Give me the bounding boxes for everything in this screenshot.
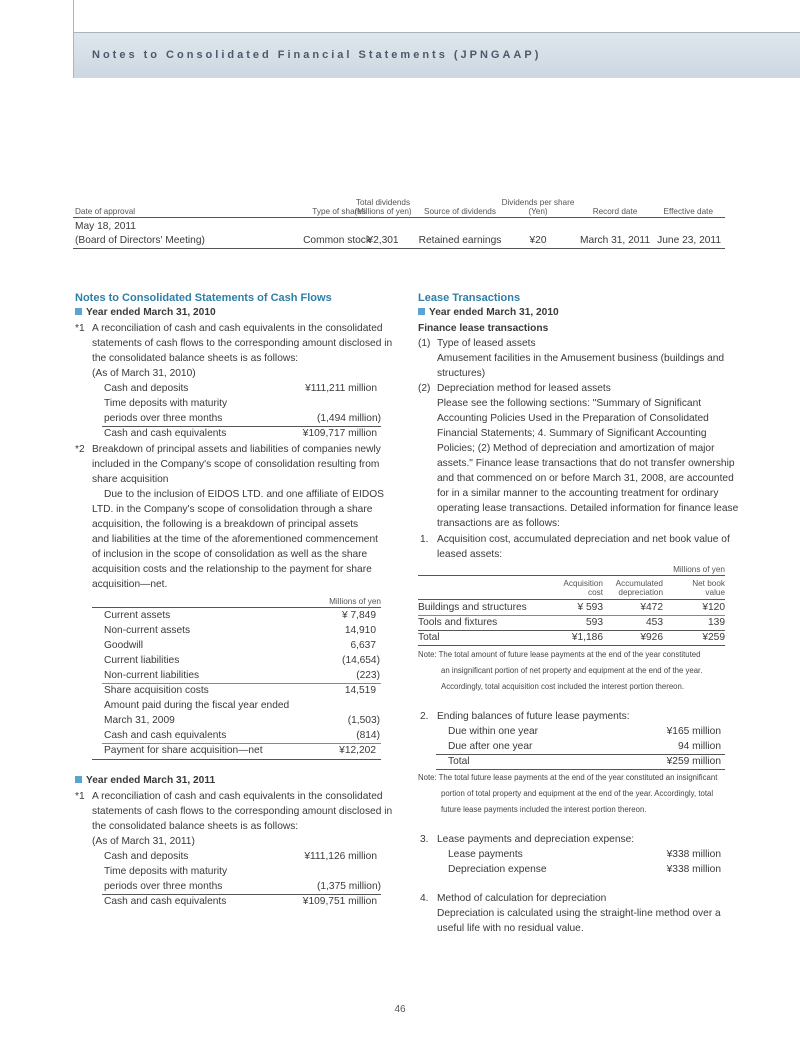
page-number: 46 bbox=[394, 1004, 406, 1015]
table-value: ¥165 million bbox=[666, 726, 721, 737]
text-line: operating lease transactions. Detailed information for finance lease bbox=[437, 503, 739, 514]
square-bullet-icon bbox=[75, 776, 82, 783]
text-line: Due to the inclusion of EIDOS LTD. and one affiliate of EIDOS bbox=[104, 489, 384, 500]
table-value: 6,637 bbox=[350, 640, 376, 651]
table-value: ¥259 million bbox=[666, 756, 721, 767]
text-line: Depreciation method for leased assets bbox=[437, 383, 611, 394]
list-marker: (1) bbox=[418, 338, 431, 349]
page-header bbox=[0, 0, 800, 78]
table-label: Cash and cash equivalents bbox=[104, 730, 227, 741]
list-marker: 2. bbox=[420, 711, 429, 722]
subheading: Year ended March 31, 2011 bbox=[75, 775, 215, 786]
square-bullet-icon bbox=[75, 308, 82, 315]
table-value: ¥ 593 bbox=[577, 602, 603, 613]
divider bbox=[418, 630, 725, 631]
text-line: statements of cash flows to the corresponding amount disclosed in bbox=[92, 338, 393, 349]
table-label: Time deposits with maturity bbox=[104, 398, 228, 409]
divider bbox=[436, 769, 725, 770]
table-label: Cash and deposits bbox=[104, 851, 189, 862]
col-header: depreciation bbox=[618, 588, 663, 597]
subheading: Year ended March 31, 2010 bbox=[418, 307, 559, 318]
text-line: acquisition, the following is a breakdown of principal assets bbox=[92, 519, 359, 530]
table-label: Due within one year bbox=[448, 726, 539, 737]
divider bbox=[418, 645, 725, 646]
table-label: Cash and deposits bbox=[104, 383, 189, 394]
table-value: 14,519 bbox=[344, 685, 376, 696]
divider bbox=[102, 683, 381, 684]
note-line: portion of total property and equipment at the end of the year. Accordingly, total bbox=[441, 789, 714, 798]
table-cell: May 18, 2011 bbox=[75, 221, 136, 232]
table-value: 94 million bbox=[677, 741, 721, 752]
table-cell: Common stock bbox=[303, 235, 371, 246]
table-label: Current assets bbox=[104, 610, 171, 621]
list-marker: 3. bbox=[420, 834, 429, 845]
square-bullet-icon bbox=[418, 308, 425, 315]
table-label: Cash and cash equivalents bbox=[104, 428, 227, 439]
col-header: (Millions of yen) bbox=[354, 207, 412, 216]
list-marker: (2) bbox=[418, 383, 431, 394]
col-header: Effective date bbox=[663, 207, 713, 216]
note-line: an insignificant portion of net property and equipment at the end of the year. bbox=[441, 666, 703, 675]
table-value: ¥926 bbox=[640, 632, 663, 643]
divider bbox=[102, 426, 381, 427]
table-label: Non-current assets bbox=[104, 625, 191, 636]
table-value: ¥109,751 million bbox=[302, 896, 377, 907]
page-title: Notes to Consolidated Financial Statements (JPNGAAP) bbox=[92, 49, 542, 61]
table-cell: ¥2,301 bbox=[367, 235, 399, 246]
text-line: leased assets: bbox=[437, 549, 503, 560]
table-cell: (Board of Directors' Meeting) bbox=[75, 235, 205, 246]
table-label: Payment for share acquisition—net bbox=[104, 745, 263, 756]
table-label: Buildings and structures bbox=[418, 602, 527, 613]
table-cell: March 31, 2011 bbox=[579, 235, 651, 246]
table-cell: ¥20 bbox=[529, 235, 547, 246]
divider bbox=[418, 599, 725, 600]
table-value: ¥12,202 bbox=[339, 745, 376, 756]
table-value: ¥120 bbox=[702, 602, 725, 613]
table-label: Amount paid during the fiscal year ended bbox=[104, 700, 290, 711]
note-line: Accordingly, total acquisition cost included the interest portion thereon. bbox=[441, 682, 684, 691]
col-header: Accumulated bbox=[615, 579, 663, 588]
section-title-cash-flows: Notes to Consolidated Statements of Cash Flows bbox=[75, 292, 332, 304]
table-label: Share acquisition costs bbox=[104, 685, 209, 696]
table-value: ¥472 bbox=[640, 602, 663, 613]
text-line: the consolidated balance sheets is as follows: bbox=[92, 353, 299, 364]
table-value: (1,494 million) bbox=[317, 413, 381, 424]
divider bbox=[418, 615, 725, 616]
table-value: (814) bbox=[356, 730, 380, 741]
text-line: share acquisition bbox=[92, 474, 169, 485]
table-label: Total bbox=[448, 756, 470, 767]
subheading-finance-lease: Finance lease transactions bbox=[418, 323, 549, 334]
text-line: of inclusion in the scope of consolidation as well as the share bbox=[92, 549, 368, 560]
divider bbox=[436, 754, 725, 755]
table-label: periods over three months bbox=[104, 881, 223, 892]
text-line: Amusement facilities in the Amusement business (buildings and bbox=[437, 353, 725, 364]
note-marker: *1 bbox=[75, 323, 85, 334]
table-value: ¥338 million bbox=[666, 849, 721, 860]
table-value: ¥111,211 million bbox=[305, 383, 377, 394]
table-cell: Retained earnings bbox=[418, 235, 502, 246]
note-marker: *2 bbox=[75, 444, 85, 455]
table-value: 139 bbox=[708, 617, 725, 628]
section-title-lease: Lease Transactions bbox=[418, 292, 521, 304]
text-line: Acquisition cost, accumulated depreciation and net book value of bbox=[437, 534, 730, 545]
table-label: March 31, 2009 bbox=[104, 715, 175, 726]
col-header: Total dividends bbox=[355, 198, 411, 207]
unit-label: Millions of yen bbox=[673, 565, 725, 574]
table-value: (1,375 million) bbox=[317, 881, 381, 892]
text-line: useful life with no residual value. bbox=[437, 923, 584, 934]
table-value: ¥111,126 million bbox=[304, 851, 377, 862]
list-marker: 1. bbox=[420, 534, 429, 545]
text-line: Policies; (2) Method of depreciation and amortization of major bbox=[437, 443, 715, 454]
col-header: Type of shares bbox=[312, 207, 366, 216]
text-line: Type of leased assets bbox=[437, 338, 536, 349]
text-line: (As of March 31, 2011) bbox=[92, 836, 195, 847]
table-value: ¥109,717 million bbox=[302, 428, 377, 439]
note-line: future lease payments included the interest portion thereon. bbox=[441, 805, 647, 814]
header-top-frame bbox=[73, 0, 800, 33]
text-line: Depreciation is calculated using the straight-line method over a bbox=[437, 908, 721, 919]
table-label: Tools and fixtures bbox=[418, 617, 498, 628]
table-label: Lease payments bbox=[448, 849, 523, 860]
text-line: (As of March 31, 2010) bbox=[92, 368, 196, 379]
table-label: Depreciation expense bbox=[448, 864, 547, 875]
divider bbox=[73, 248, 725, 249]
col-header: Source of dividends bbox=[424, 207, 496, 216]
text-line: Method of calculation for depreciation bbox=[437, 893, 607, 904]
divider bbox=[92, 759, 381, 760]
divider bbox=[73, 217, 725, 218]
col-header: Date of approval bbox=[75, 207, 136, 216]
table-value: (223) bbox=[356, 670, 380, 681]
note-marker: *1 bbox=[75, 791, 85, 802]
text-line: the consolidated balance sheets is as follows: bbox=[92, 821, 299, 832]
text-line: structures) bbox=[437, 368, 486, 379]
subheading: Year ended March 31, 2010 bbox=[75, 307, 216, 318]
text-line: A reconciliation of cash and cash equivalents in the consolidated bbox=[92, 323, 383, 334]
text-line: Financial Statements; 4. Summary of Significant Accounting bbox=[437, 428, 707, 439]
col-header: Net book bbox=[692, 579, 725, 588]
text-line: Lease payments and depreciation expense: bbox=[437, 834, 635, 845]
text-line: acquisition costs and the relationship to the payment for share bbox=[92, 564, 372, 575]
divider bbox=[102, 743, 381, 744]
text-line: transactions are as follows: bbox=[437, 518, 560, 529]
table-label: Non-current liabilities bbox=[104, 670, 200, 681]
text-line: statements of cash flows to the corresponding amount disclosed in bbox=[92, 806, 393, 817]
text-line: Breakdown of principal assets and liabilities of companies newly bbox=[92, 444, 381, 455]
text-line: included in the Company's scope of consolidation resulting from bbox=[92, 459, 380, 470]
text-line: Ending balances of future lease payments: bbox=[437, 711, 630, 722]
col-header: value bbox=[705, 588, 725, 597]
col-header: (Yen) bbox=[528, 207, 548, 216]
table-label: Time deposits with maturity bbox=[104, 866, 228, 877]
divider bbox=[418, 575, 725, 576]
list-marker: 4. bbox=[420, 893, 429, 904]
table-value: ¥338 million bbox=[666, 864, 721, 875]
table-cell: June 23, 2011 bbox=[657, 235, 721, 246]
text-line: A reconciliation of cash and cash equivalents in the consolidated bbox=[92, 791, 383, 802]
table-value: 14,910 bbox=[344, 625, 376, 636]
table-value: 593 bbox=[586, 617, 603, 628]
note-line: Note: The total amount of future lease payments at the end of the year constituted bbox=[418, 650, 701, 659]
table-label: Current liabilities bbox=[104, 655, 180, 666]
table-label: Total bbox=[418, 632, 440, 643]
col-header: Acquisition bbox=[563, 579, 603, 588]
table-label: periods over three months bbox=[104, 413, 223, 424]
table-value: (14,654) bbox=[342, 655, 380, 666]
col-header: Dividends per share bbox=[501, 198, 575, 207]
text-line: assets." Finance lease transactions that do not transfer ownership bbox=[437, 458, 735, 469]
table-value: ¥ 7,849 bbox=[342, 610, 376, 621]
text-line: and liabilities at the time of the aforementioned commencement bbox=[92, 534, 378, 545]
table-value: 453 bbox=[646, 617, 663, 628]
text-line: for in a similar manner to the accounting treatment for ordinary bbox=[437, 488, 719, 499]
unit-label: Millions of yen bbox=[329, 597, 381, 606]
text-line: Please see the following sections: "Summary of Significant bbox=[437, 398, 702, 409]
text-line: acquisition—net. bbox=[92, 579, 168, 590]
text-line: Accounting Policies Used in the Preparation of Consolidated bbox=[437, 413, 709, 424]
table-label: Goodwill bbox=[104, 640, 144, 651]
note-line: Note: The total future lease payments at the end of the year constituted an insignificant bbox=[418, 773, 718, 782]
table-value: ¥259 bbox=[702, 632, 725, 643]
divider bbox=[102, 894, 381, 895]
col-header: cost bbox=[587, 588, 603, 597]
text-line: and that commenced on or before March 31, 2008, are accounted bbox=[437, 473, 734, 484]
text-line: LTD. in the Company's scope of consolidation through a share bbox=[92, 504, 373, 515]
col-header: Record date bbox=[592, 207, 638, 216]
table-label: Cash and cash equivalents bbox=[104, 896, 227, 907]
table-label: Due after one year bbox=[448, 741, 533, 752]
divider bbox=[92, 607, 381, 608]
table-value: ¥1,186 bbox=[571, 632, 603, 643]
table-value: (1,503) bbox=[347, 715, 380, 726]
